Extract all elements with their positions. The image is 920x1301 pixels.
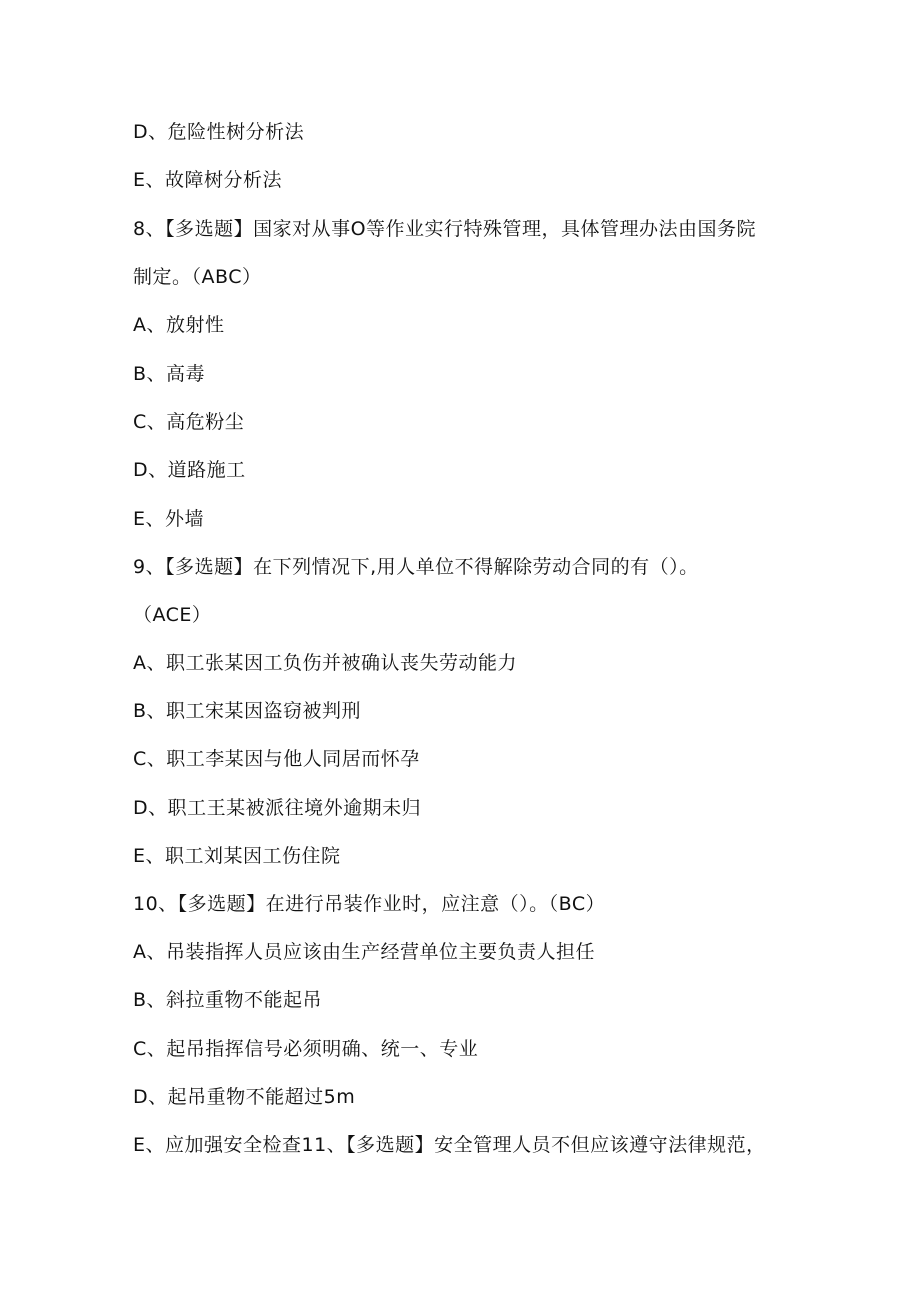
- question-9-answer: （ACE）: [133, 604, 212, 626]
- option-a-q10: A、吊装指挥人员应该由生产经营单位主要负责人担任: [133, 941, 595, 963]
- question-9-text: 9、【多选题】在下列情况下,用人单位不得解除劳动合同的有（）。: [133, 556, 699, 578]
- option-d-q10: D、起吊重物不能超过5m: [133, 1086, 356, 1108]
- question-8-text: 8、【多选题】国家对从事O等作业实行特殊管理，具体管理办法由国务院: [133, 218, 757, 240]
- option-b-q9: B、职工宋某因盗窃被判刑: [133, 700, 362, 722]
- option-b-q10: B、斜拉重物不能起吊: [133, 989, 323, 1011]
- option-e-q10-and-question-11: E、应加强安全检查11、【多选题】安全管理人员不但应该遵守法律规范，: [133, 1134, 766, 1156]
- option-e-q7: E、故障树分析法: [133, 169, 283, 191]
- option-d-q7: D、危险性树分析法: [133, 121, 305, 143]
- option-e-q8: E、外墙: [133, 508, 205, 530]
- option-c-q8: C、高危粉尘: [133, 411, 245, 433]
- option-c-q9: C、职工李某因与他人同居而怀孕: [133, 748, 420, 770]
- option-d-q8: D、道路施工: [133, 459, 246, 481]
- question-8-answer: 制定。（ABC）: [133, 266, 262, 288]
- option-a-q9: A、职工张某因工负伤并被确认丧失劳动能力: [133, 652, 517, 674]
- option-e-q9: E、职工刘某因工伤住院: [133, 845, 341, 867]
- option-a-q8: A、放射性: [133, 314, 225, 336]
- question-10-text: 10、【多选题】在进行吊装作业时，应注意（）。（BC）: [133, 893, 606, 915]
- option-b-q8: B、高毒: [133, 363, 206, 385]
- option-d-q9: D、职工王某被派往境外逾期未归: [133, 797, 422, 819]
- option-c-q10: C、起吊指挥信号必须明确、统一、专业: [133, 1038, 479, 1060]
